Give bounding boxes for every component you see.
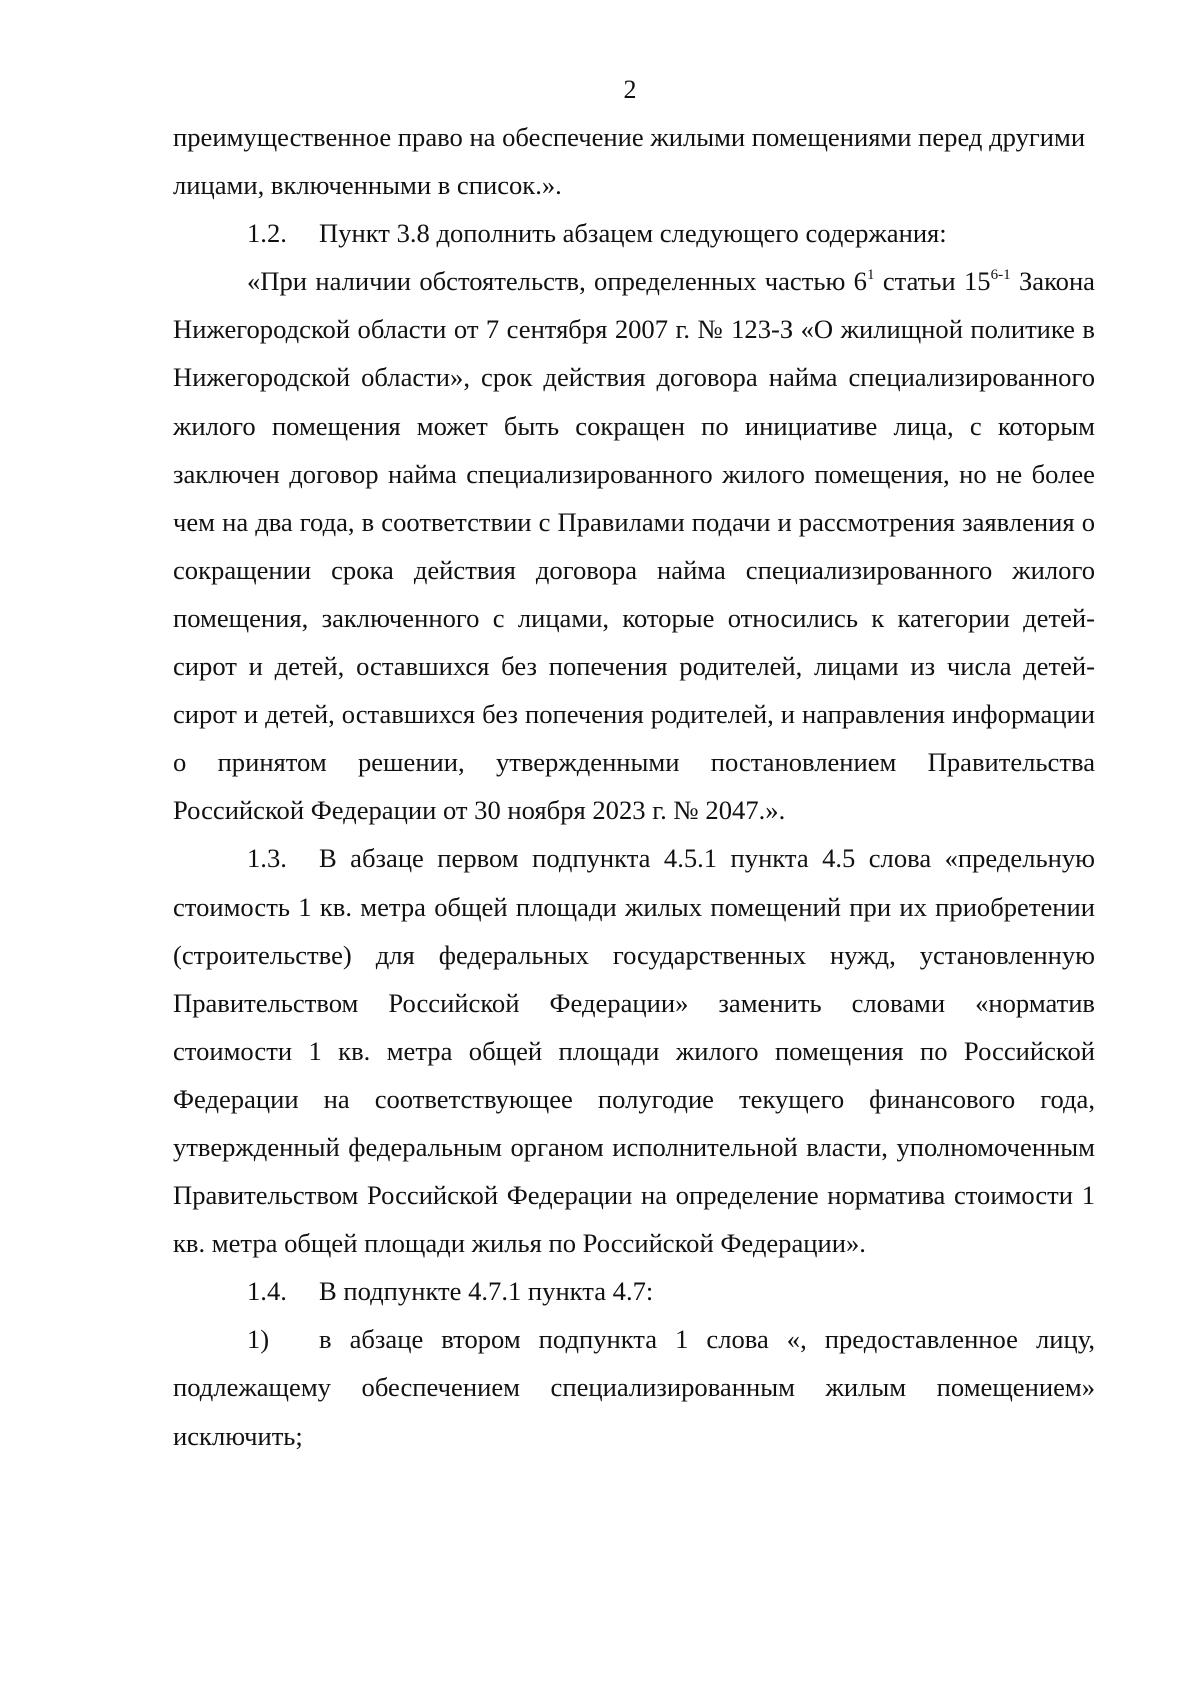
clause-1-3-number: 1.3. [247,843,287,874]
page-number: 2 [623,75,637,104]
clause-1-3 [173,834,1095,1267]
clause-1-4-text: В подпункте 4.7.1 пункта 4.7: [319,1276,654,1307]
subclause-1 [173,1315,1095,1459]
paragraph-continuation [173,113,1095,209]
paragraph-continuation-text: преимущественное право на обеспечение жилыми помещениями перед другими лицами, включенными в список.». [173,122,1086,201]
clause-1-3-text: В абзаце первом подпункта 4.5.1 пункта 4.5 слова «предельную стоимость 1 кв. метра общей площади жилых помещений при их приобретении (строительстве) для федеральных государственных нужд, установленную Правительством Российской Федерации» заменить словами «норматив стоимости 1 кв. метра общей площади жилого помещения по Российской Федерации на соответствующее полугодие текущего финансового года, утвержденный федеральным органом исполнительной власти, уполномоченным Правительством Российской Федерации на определение норматива стоимости 1 кв. метра общей площади жилья по Российской Федерации». [173,843,1095,1259]
quoted-paragraph [173,257,1095,834]
clause-1-2 [173,209,1095,257]
clause-1-2-text: Пункт 3.8 дополнить абзацем следующего содержания: [319,218,947,249]
superscript-article-number: 6-1 [990,267,1011,284]
quoted-paragraph-text-b: статьи 15 [874,266,991,297]
document-body [173,113,1095,1460]
clause-1-2-number: 1.2. [247,218,287,249]
quoted-paragraph-text-a: «При наличии обстоятельств, определенных частью 6 [247,266,867,297]
clause-1-4-number: 1.4. [247,1276,287,1307]
subclause-1-text: в абзаце втором подпункта 1 слова «, предоставленное лицу, подлежащему обеспечением специализированным жилым помещением» исключить; [173,1324,1095,1451]
superscript-part-number: 1 [866,267,875,284]
quoted-paragraph-text-c: Закона Нижегородской области от 7 сентября 2007 г. № 123-З «О жилищной политике в Нижегородской области», срок действия договора найма специализированного жилого помещения может быть сокращен по инициативе лица, с которым заключен договор найма специализированного жилого помещения, но не более чем на два года, в соответствии с Правилами подачи и рассмотрения заявления о сокращении срока действия договора найма специализированного жилого помещения, заключенного с лицами, которые относились к категории детей-сирот и детей, оставшихся без попечения родителей, лицами из числа детей-сирот и детей, оставшихся без попечения родителей, и направления информации о принятом решении, утвержденными постановлением Правительства Российской Федерации от 30 ноября 2023 г. № 2047.». [173,266,1095,826]
subclause-1-number: 1) [247,1324,270,1355]
clause-1-4 [173,1267,1095,1315]
